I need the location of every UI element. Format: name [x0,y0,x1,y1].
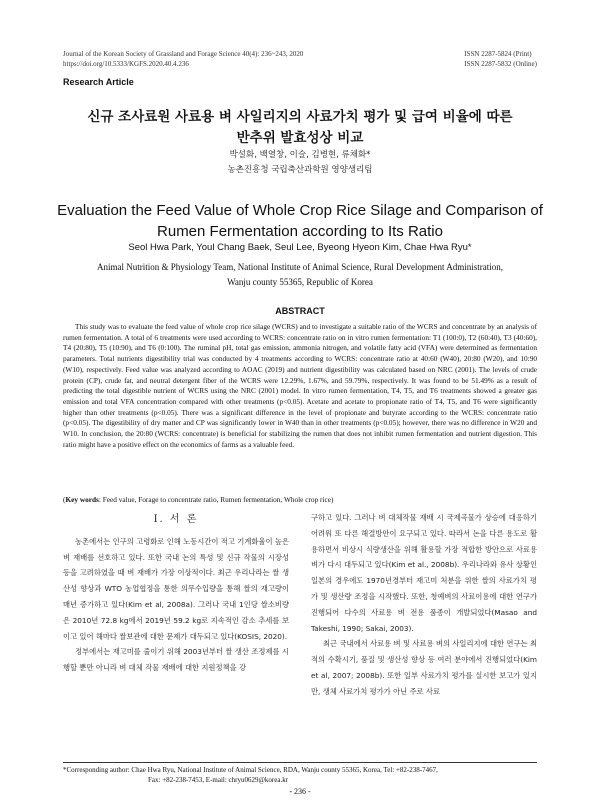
korean-authors: 박설화, 백열창, 이슬, 김병현, 류채화* [229,150,371,160]
english-title-line-2: Rumen Fermentation according to Its Ratio [157,223,443,240]
correspondence-line-2: Fax: +82-238-7453, E-mail: chryu0629@korea.kr [148,776,289,784]
keywords-list: : Feed value, Forage to concentrate ratio, Rumen fermentation, Whole crop rice) [98,495,334,504]
english-affiliation-line-1: Animal Nutrition & Physiology Team, National Institute of Animal Science, Rural Development Administration, [97,262,503,272]
body-paragraph: 최근 국내에서 사료용 벼 및 사료용 벼의 사일리지에 대한 연구는 최적의 수확시기, 품질 및 생산성 향상 등 여러 분야에서 진행되었다(Kim et al, 2007; 2008b). 또한 일부 사료가치 평가를 실시한 보고가 있지만, 생체 사료가치 평가가 아닌 주로 사료 [311,639,537,696]
korean-title-line-2: 반추위 발효성상 비교 [236,130,364,146]
english-authors: Seol Hwa Park, Youl Chang Baek, Seul Lee, Byeong Hyeon Kim, Chae Hwa Ryu* [128,242,472,253]
issn-online: ISSN 2287-5832 (Online) [464,60,537,68]
body-paragraph: 정부에서는 재고미를 줄이기 위해 2003년부터 쌀 생산 조정제를 시행할 뿐만 아니라 벼 대체 작물 재배에 대한 지원정책을 강 [63,647,289,673]
body-paragraph: 구하고 있다. 그러나 벼 대체작물 재배 시 국제곡물가 상승에 대응하기 어려워 또 다른 해결방안이 요구되고 있다. 따라서 논을 다른 용도로 활용하면서 비상시 식량생산을 위해 활용할 가장 적합한 방안으로 사료용 벼가 다시 대두되고 있다(Kim et al., 2008b). 우리나라와 유사 상황인 일본의 경우에도 1970년경부터 재고미 처분을 위한 쌀의 사료가치 평가 및 생산량 조정을 시작했다. 또한, 청예벼의 사료이용에 대한 연구가 진행되어 다수의 사료용 벼 전용 품종이 개발되었다(Masao and Takeshi, 1990; Sakai, 2003). [311,513,537,633]
abstract-heading: ABSTRACT [275,306,325,316]
header-left [63,49,303,69]
article-type: Research Article [63,77,134,87]
header-right [464,49,537,69]
doi-link[interactable]: https://doi.org/10.5333/KGFS.2020.40.4.236 [63,60,189,68]
correspondence-line-1: *Corresponding author: Chae Hwa Ryu, National Institute of Animal Science, RDA, Wanju county 55365, Korea, Tel: +82-238-7467, [63,766,438,774]
body-paragraph: 농촌에서는 인구의 고령화로 인해 노동시간이 적고 기계화율이 높은 벼 재배를 선호하고 있다. 또한 국내 논의 특성 및 신규 작물의 시장성 등을 고려하였을 때 벼 재배가 가장 이상적이다. 최근 우리나라는 쌀 생산성 향상과 WTO 농업협정을 통한 의무수입량을 통해 쌀의 재고량이 매년 증가하고 있다(Kim et al, 2008a). 그러나 국내 1인당 쌀소비량은 2010년 72.8 kg에서 2019년 59.2 kg로 지속적인 감소 추세를 보이고 있어 해마다 쌀보관에 대한 문제가 대두되고 있다(KOSIS, 2020). [63,536,289,641]
body-column-left [63,510,289,676]
korean-title-line-1: 신규 조사료원 사료용 벼 사일리지의 사료가치 평가 및 급여 비율에 따른 [87,109,513,125]
journal-citation: Journal of the Korean Society of Grassland and Forage Science 40(4): 236~243, 2020 [63,50,304,58]
page-number: - 236 - [289,787,311,796]
section-heading-introduction: Ⅰ. 서 론 [153,514,199,525]
korean-affiliation: 농촌진흥청 국립축산과학원 영양생리팀 [227,165,373,175]
keywords-label: Key words [65,495,99,504]
abstract-text: This study was to evaluate the feed value of whole crop rice silage (WCRS) and to investigate a suitable ratio of the WCRS and concentrate by an analysis of rumen fermentation. A total of 6 treatments were used according to WCRS: concentrate ratio on in vitro rumen fermentation: T1 (100:0), T2 (60:40), T3 (40:60), T4 (20:80), T5 (10:90), and T6 (0:100). The ruminal pH, total gas emission, ammonia nitrogen, and volatile fatty acid (VFA) were determined as fermentation parameters. Total nutrients digestibility trial was conducted by 4 treatments according to WCRS: concentrate ratio at 40:60 (W40), 20:80 (W20), and 10:90 (W10), respectively. Feed value was analyzed according to AOAC (2019) and nutrient digestibility was calculated based on NRC (2001). The levels of crude protein (CP), crude fat, and neutral detergent fiber of the WCRS were 12.29%, 1.67%, and 59.79%, respectively. It was found to be 51.49% as a result of predicting the total digestible nutrient of WCRS using the NRC (2001) model. In vitro rumen fermentation, T4, T5, and T6 treatments showed a greater gas emission and total VFA concentration compared with other treatments (p<0.05). Acetate and acetate to propionate ratio of T4, T5, and T6 were significantly higher than other treatments (p<0.05). There was a significant difference in the level of propionate and butyrate according to the WCRS: concentrate ratio (p<0.05). The digestibility of dry matter and CP was significantly lower in W40 than in other treatments (p<0.05); however, there was no difference in W20 and W10. In conclusion, the 20:80 (WCRS: concentrate) is beneficial for stabilizing the rumen that does not inhibit rumen fermentation and nutrient digestion. This ratio might have a positive effect on the economics of farms as a valuable feed. [63,322,537,449]
english-affiliation [70,260,530,290]
english-title [30,200,570,242]
body-column-right [311,510,537,700]
footnote-divider [63,762,537,763]
english-title-line-1: Evaluation the Feed Value of Whole Crop Rice Silage and Comparison of [57,202,543,219]
issn-print: ISSN 2287-5824 (Print) [464,50,532,58]
english-affiliation-line-2: Wanju county 55365, Republic of Korea [227,277,373,287]
korean-title [40,107,560,149]
correspondence-note [63,765,537,785]
keywords: (Key words: Feed value, Forage to concentrate ratio, Rumen fermentation, Whole crop rice) [63,495,334,504]
